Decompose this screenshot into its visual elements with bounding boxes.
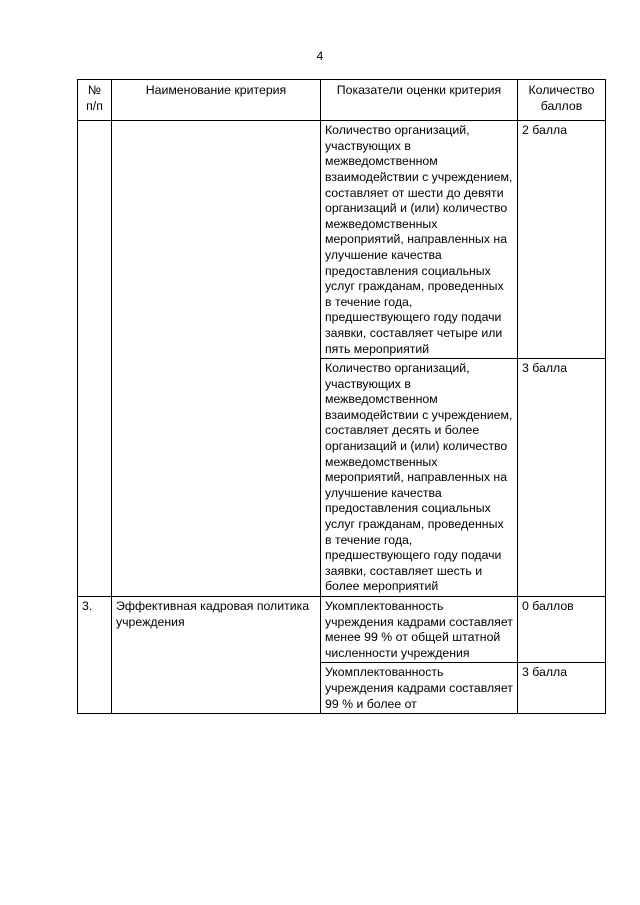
criteria-table	[77, 79, 606, 714]
points-cell: 3 балла	[518, 663, 606, 714]
header-row	[78, 80, 606, 121]
indicator-cell: Количество организаций, участвующих в межведомственном взаимодействии с учреждением, составляет десять и более организаций и (или) количество межведомственных мероприятий, направленных на улучшение качества предоставления социальных услуг гражданам, проведенных в течение года, предшествующего году подачи заявки, составляет шесть и более мероприятий	[321, 359, 518, 597]
criterion-number-cell	[78, 121, 112, 597]
header-indicators: Показатели оценки критерия	[321, 80, 518, 121]
indicator-cell: Количество организаций, участвующих в межведомственном взаимодействии с учреждением, составляет от шести до девяти организаций и (или) количество межведомственных мероприятий, направленных на улучшение качества предоставления социальных услуг гражданам, проведенных в течение года, предшествующего году подачи заявки, составляет четыре или пять мероприятий	[321, 121, 518, 359]
criterion-name-cell: Эффективная кадровая политика учреждения	[112, 597, 321, 714]
table-row	[78, 121, 606, 359]
table-body	[78, 121, 606, 714]
table-header	[78, 80, 606, 121]
points-cell: 3 балла	[518, 359, 606, 597]
criterion-number-cell: 3.	[78, 597, 112, 714]
indicator-cell: Укомплектованность учреждения кадрами составляет менее 99 % от общей штатной численности учреждения	[321, 597, 518, 663]
header-number: № п/п	[78, 80, 112, 121]
header-points: Количество баллов	[518, 80, 606, 121]
criterion-name-cell	[112, 121, 321, 597]
indicator-cell: Укомплектованность учреждения кадрами составляет 99 % и более от	[321, 663, 518, 714]
table-row	[78, 597, 606, 663]
points-cell: 2 балла	[518, 121, 606, 359]
page-number: 4	[316, 49, 324, 63]
points-cell: 0 баллов	[518, 597, 606, 663]
header-criterion-name: Наименование критерия	[112, 80, 321, 121]
